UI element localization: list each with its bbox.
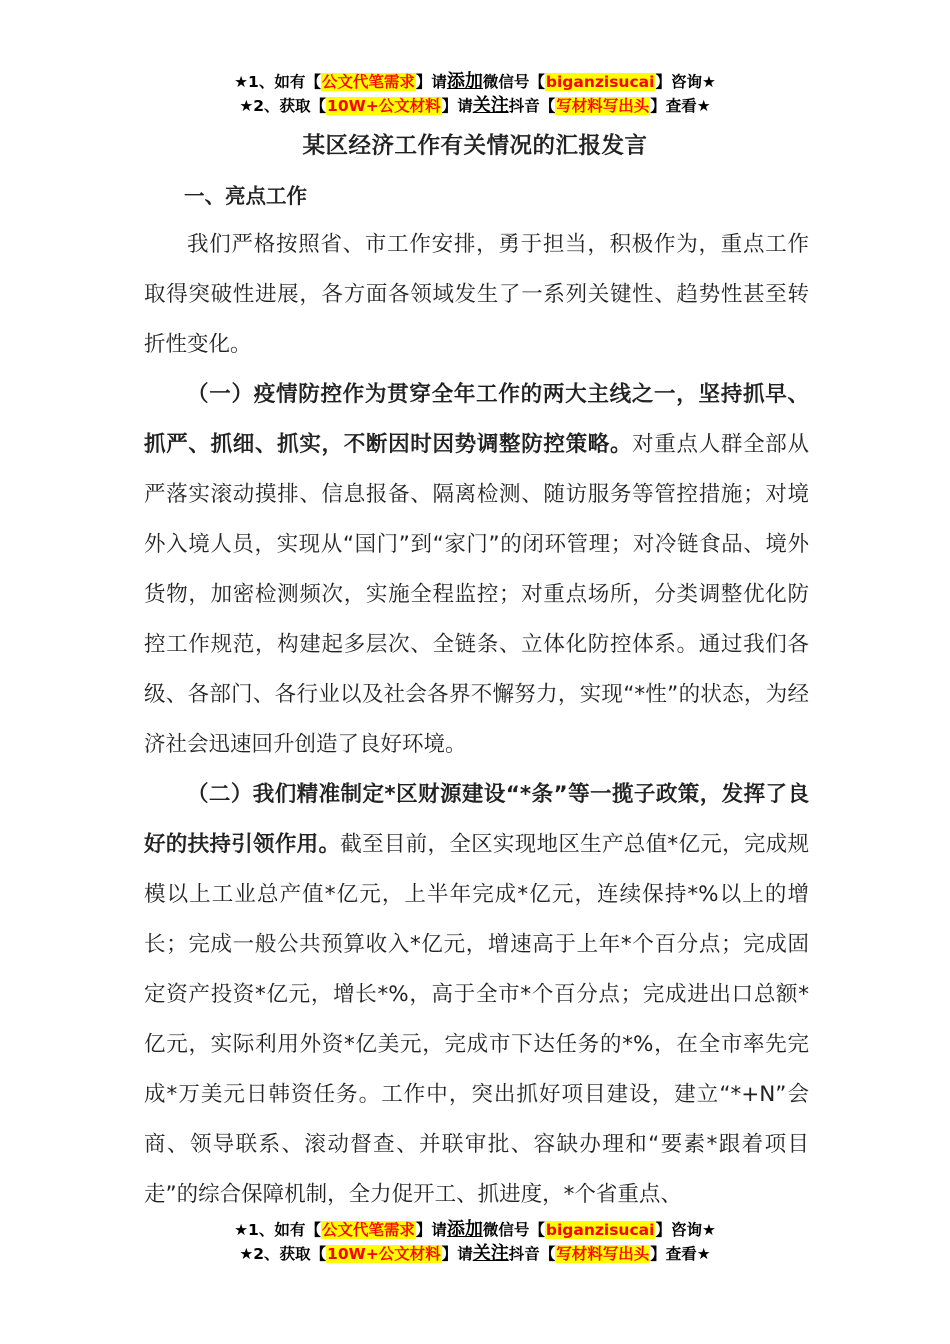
promo-text: 抖音【 xyxy=(508,1245,556,1263)
promo-underlined-follow: 关注 xyxy=(472,95,509,116)
promo-highlight-wechat-id: biganzisucai xyxy=(545,1221,655,1239)
promo-banner-top xyxy=(0,70,950,118)
promo-highlight-writing-service: 公文代笔需求 xyxy=(321,73,415,91)
promo-text: ★1、如有【 xyxy=(234,1221,321,1239)
promo-text: 】咨询★ xyxy=(655,73,716,91)
promo-highlight-materials: 10W+公文材料 xyxy=(327,97,441,115)
intro-paragraph: 我们严格按照省、市工作安排，勇于担当，积极作为，重点工作取得突破性进展，各方面各领域发生了一系列关键性、趋势性甚至转折性变化。 xyxy=(144,232,809,357)
promo-line-1 xyxy=(0,70,950,94)
promo-underlined-add: 添加 xyxy=(446,71,483,92)
item2-body: 截至目前，全区实现地区生产总值*亿元，完成规模以上工业总产值*亿元，上半年完成*亿元，连续保持*%以上的增长；完成一般公共预算收入*亿元，增速高于上年*个百分点；完成固定资产投资*亿元，增长*%，高于全市*个百分点；完成进出口总额*亿元，实际利用外资*亿美元，完成市下达任务的*%，在全市率先完成*万美元日韩资任务。工作中，突出抓好项目建设，建立“*+N”会商、领导联系、滚动督查、并联审批、容缺办理和“要素*跟着项目走”的综合保障机制，全力促开工、抓进度，*个省重点、 xyxy=(144,832,809,1207)
promo-text: 】请 xyxy=(441,97,473,115)
promo-text: ★2、获取【 xyxy=(239,97,327,115)
section-heading: 一、亮点工作 xyxy=(184,184,307,208)
document-body xyxy=(144,220,809,1220)
promo-line-2 xyxy=(0,94,950,118)
promo-text: 】请 xyxy=(441,1245,473,1263)
promo-line-2 xyxy=(0,1242,950,1266)
promo-highlight-douyin-account: 写材料写出头 xyxy=(556,97,650,115)
promo-underlined-add: 添加 xyxy=(446,1219,483,1240)
promo-text: 微信号【 xyxy=(482,1221,545,1239)
promo-banner-bottom xyxy=(0,1218,950,1266)
promo-text: 】查看★ xyxy=(650,1245,711,1263)
promo-text: ★1、如有【 xyxy=(234,73,321,91)
promo-text: 】查看★ xyxy=(650,97,711,115)
item1-paragraph xyxy=(144,370,809,770)
promo-line-1 xyxy=(0,1218,950,1242)
promo-highlight-douyin-account: 写材料写出头 xyxy=(556,1245,650,1263)
document-title: 某区经济工作有关情况的汇报发言 xyxy=(302,133,648,159)
promo-text: 】咨询★ xyxy=(655,1221,716,1239)
promo-underlined-follow: 关注 xyxy=(472,1243,509,1264)
promo-text: ★2、获取【 xyxy=(239,1245,327,1263)
item2-lead: （二）我们精准制定*区财源建设“*条”等一揽子政策，发挥了良好的扶持引领作用。 xyxy=(144,782,809,857)
item1-lead: （一）疫情防控作为贯穿全年工作的两大主线之一，坚持抓早、抓严、抓细、抓实，不断因时因势调整防控策略。 xyxy=(144,382,809,457)
item2-paragraph xyxy=(144,770,809,1220)
promo-highlight-writing-service: 公文代笔需求 xyxy=(321,1221,415,1239)
promo-text: 微信号【 xyxy=(482,73,545,91)
promo-highlight-materials: 10W+公文材料 xyxy=(327,1245,441,1263)
promo-text: 】请 xyxy=(415,1221,447,1239)
item1-body: 对重点人群全部从严落实滚动摸排、信息报备、隔离检测、随访服务等管控措施；对境外入境人员，实现从“国门”到“家门”的闭环管理；对冷链食品、境外货物，加密检测频次，实施全程监控；对重点场所，分类调整优化防控工作规范，构建起多层次、全链条、立体化防控体系。通过我们各级、各部门、各行业以及社会各界不懈努力，实现“*性”的状态，为经济社会迅速回升创造了良好环境。 xyxy=(144,432,809,757)
promo-text: 】请 xyxy=(415,73,447,91)
promo-text: 抖音【 xyxy=(508,97,556,115)
promo-highlight-wechat-id: biganzisucai xyxy=(545,73,655,91)
